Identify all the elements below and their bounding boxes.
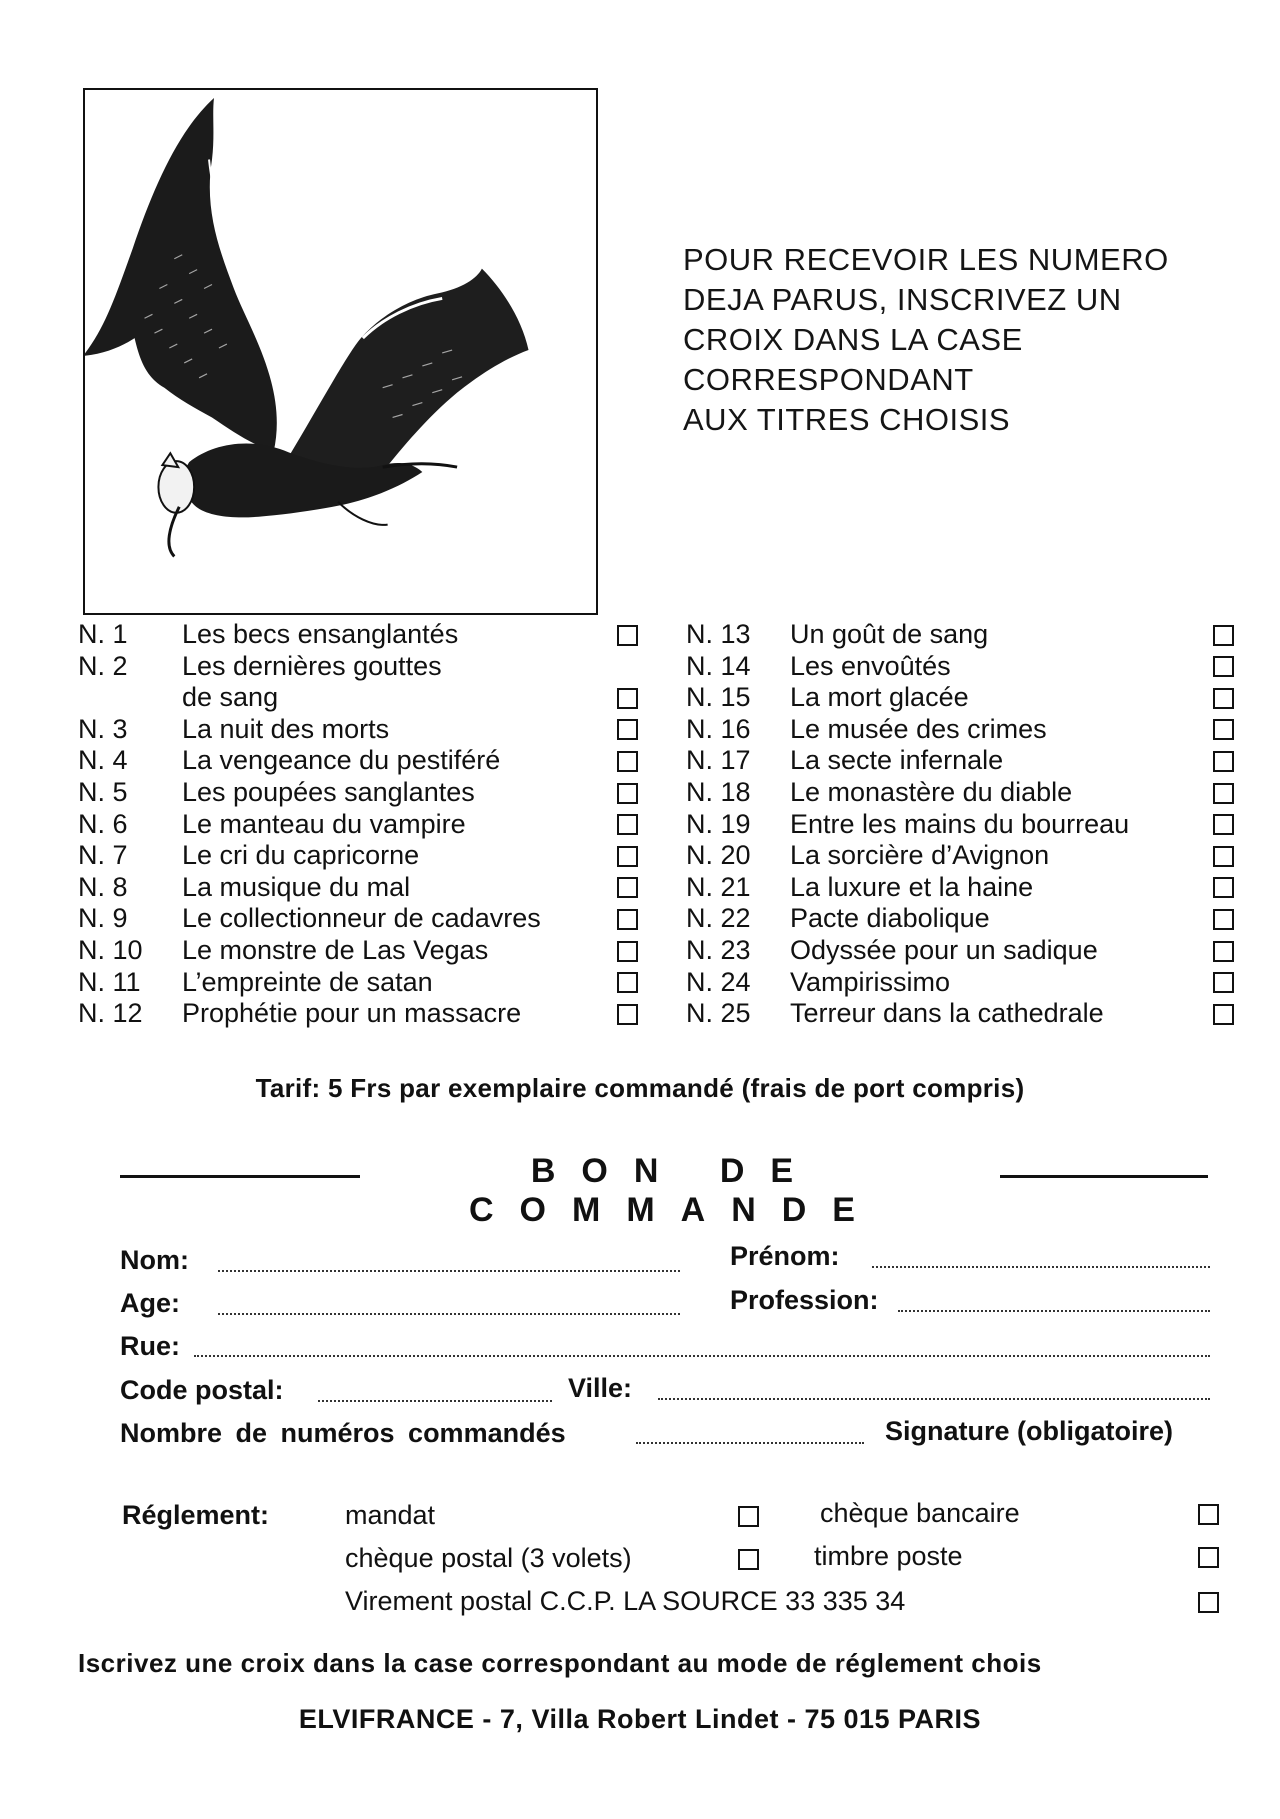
issue-title: Les poupées sanglantes [182, 776, 475, 807]
prenom-label: Prénom: [730, 1241, 840, 1271]
list-item [78, 714, 638, 746]
profession-label: Profession: [730, 1285, 879, 1315]
prenom-field[interactable] [872, 1266, 1210, 1268]
virement-checkbox[interactable] [1198, 1592, 1219, 1613]
list-item [686, 714, 1234, 746]
issue-title: Terreur dans la cathedrale [790, 998, 1104, 1029]
issue-title: Prophétie pour un massacre [182, 998, 522, 1029]
issue-checkbox[interactable] [617, 909, 638, 930]
heading-rule-left [120, 1175, 360, 1178]
issue-number: N. 20 [686, 840, 751, 871]
issue-title: La vengeance du pestiféré [182, 745, 501, 776]
list-item [686, 745, 1234, 777]
issue-checkbox[interactable] [617, 972, 638, 993]
issue-title: Pacte diabolique [790, 903, 990, 934]
issue-title: Odyssée pour un sadique [790, 934, 1098, 965]
issue-title: La mort glacée [790, 682, 969, 713]
nombre-label: Nombre de numéros commandés [120, 1418, 566, 1448]
issue-number: N. 19 [686, 808, 751, 839]
issue-number: N. 2 [78, 650, 128, 681]
issue-number: N. 18 [686, 776, 751, 807]
list-item [78, 935, 638, 967]
issue-checkbox[interactable] [617, 814, 638, 835]
cheque-postal-label: chèque postal (3 volets) [345, 1543, 632, 1573]
list-item [78, 619, 638, 651]
issue-number: N. 6 [78, 808, 128, 839]
issue-checkbox[interactable] [1213, 656, 1234, 677]
cheque-bancaire-checkbox[interactable] [1198, 1504, 1219, 1525]
issue-checkbox[interactable] [1213, 625, 1234, 646]
intro-text: POUR RECEVOIR LES NUMERO DEJA PARUS, INSCRIVEZ UN CROIX DANS LA CASE CORRESPONDANT AUX TITRES CHOISIS [683, 242, 1169, 437]
issue-number: N. 7 [78, 840, 128, 871]
payment-label: Réglement: [122, 1500, 270, 1530]
issue-number: N. 24 [686, 966, 751, 997]
list-item [78, 651, 638, 714]
issue-number: N. 11 [78, 966, 141, 997]
cheque-bancaire-label: chèque bancaire [820, 1498, 1020, 1528]
issue-checkbox[interactable] [1213, 783, 1234, 804]
issue-checkbox[interactable] [617, 1004, 638, 1025]
list-item [686, 967, 1234, 999]
issue-number: N. 10 [78, 934, 143, 965]
issue-title: Les becs ensanglantés [182, 619, 459, 649]
issue-number: N. 23 [686, 934, 751, 965]
issue-checkbox[interactable] [617, 751, 638, 772]
mandat-checkbox[interactable] [738, 1506, 759, 1527]
issue-number: N. 22 [686, 903, 751, 934]
list-item [686, 809, 1234, 841]
issue-title: Le cri du capricorne [182, 840, 420, 871]
list-item [686, 903, 1234, 935]
issue-title: La musique du mal [182, 871, 411, 902]
list-item [686, 682, 1234, 714]
issue-number: N. 4 [78, 745, 128, 776]
issue-title: Les dernières gouttes de sang [182, 650, 442, 713]
tarif-text: Tarif: 5 Frs par exemplaire commandé (frais de port compris) [255, 1073, 1025, 1103]
issue-checkbox[interactable] [1213, 688, 1234, 709]
list-item [78, 903, 638, 935]
issue-checkbox[interactable] [617, 846, 638, 867]
publisher-address: ELVIFRANCE - 7, Villa Robert Lindet - 75 015 PARIS [298, 1704, 982, 1734]
issue-checkbox[interactable] [1213, 972, 1234, 993]
rue-label: Rue: [120, 1331, 180, 1361]
code-postal-field[interactable] [318, 1400, 552, 1402]
issue-checkbox[interactable] [617, 941, 638, 962]
age-label: Age: [120, 1288, 180, 1318]
issue-number: N. 1 [78, 619, 128, 649]
signature-label: Signature (obligatoire) [885, 1416, 1174, 1446]
list-item [686, 840, 1234, 872]
issue-checkbox[interactable] [617, 719, 638, 740]
list-item [686, 619, 1234, 651]
issue-checkbox[interactable] [1213, 909, 1234, 930]
issue-title: La secte infernale [790, 745, 1004, 776]
issue-checkbox[interactable] [617, 625, 638, 646]
issue-title: Le manteau du vampire [182, 808, 466, 839]
issue-number: N. 15 [686, 682, 751, 713]
issue-number: N. 8 [78, 871, 128, 902]
age-field[interactable] [218, 1313, 680, 1315]
order-form-title: BON DE COMMANDE [469, 1152, 881, 1229]
list-item [686, 872, 1234, 904]
issue-number: N. 3 [78, 713, 128, 744]
issue-number: N. 14 [686, 650, 751, 681]
profession-field[interactable] [898, 1310, 1210, 1312]
list-item [686, 651, 1234, 683]
bat-drawing [85, 90, 596, 613]
ville-field[interactable] [658, 1398, 1210, 1400]
issue-number: N. 16 [686, 713, 751, 744]
rue-field[interactable] [194, 1355, 1210, 1357]
issue-title: Le monstre de Las Vegas [182, 934, 489, 965]
issue-number: N. 5 [78, 776, 128, 807]
issue-checkbox[interactable] [1213, 941, 1234, 962]
issue-list-right [686, 619, 1234, 1030]
issue-number: N. 25 [686, 998, 751, 1029]
issue-number: N. 9 [78, 903, 128, 934]
list-item [78, 872, 638, 904]
cheque-postal-checkbox[interactable] [738, 1549, 759, 1570]
timbre-poste-label: timbre poste [814, 1541, 963, 1571]
nom-field[interactable] [218, 1270, 680, 1272]
list-item [686, 777, 1234, 809]
code-postal-label: Code postal: [120, 1375, 284, 1405]
virement-label: Virement postal C.C.P. LA SOURCE 33 335 34 [345, 1586, 906, 1616]
list-item [78, 777, 638, 809]
issue-number: N. 21 [686, 871, 751, 902]
issue-title: La luxure et la haine [790, 871, 1034, 902]
bat-illustration [83, 88, 598, 615]
list-item [78, 745, 638, 777]
issue-checkbox[interactable] [617, 877, 638, 898]
list-item [686, 998, 1234, 1030]
issue-title: Un goût de sang [790, 619, 989, 649]
issue-checkbox[interactable] [1213, 877, 1234, 898]
issue-title: La nuit des morts [182, 713, 390, 744]
issue-checkbox[interactable] [1213, 846, 1234, 867]
list-item [78, 840, 638, 872]
issue-checkbox[interactable] [1213, 751, 1234, 772]
instruction-text: Iscrivez une croix dans la case correspondant au mode de réglement chois [78, 1648, 1042, 1678]
issue-number: N. 12 [78, 998, 143, 1029]
issue-checkbox[interactable] [617, 688, 638, 709]
issue-checkbox[interactable] [1213, 814, 1234, 835]
issue-title: Le monastère du diable [790, 776, 1073, 807]
mandat-label: mandat [345, 1500, 436, 1530]
list-item [78, 967, 638, 999]
issue-checkbox[interactable] [1213, 1004, 1234, 1025]
issue-list-left [78, 619, 638, 1030]
issue-title: La sorcière d’Avignon [790, 840, 1050, 871]
ville-label: Ville: [568, 1373, 633, 1403]
issue-number: N. 17 [686, 745, 751, 776]
nom-label: Nom: [120, 1245, 189, 1275]
list-item [686, 935, 1234, 967]
issue-checkbox[interactable] [617, 783, 638, 804]
heading-rule-right [1000, 1175, 1208, 1178]
issue-title: Vampirissimo [790, 966, 951, 997]
issue-checkbox[interactable] [1213, 719, 1234, 740]
timbre-poste-checkbox[interactable] [1198, 1547, 1219, 1568]
list-item [78, 809, 638, 841]
issue-title: Les envoûtés [790, 650, 951, 681]
issue-title: Le musée des crimes [790, 713, 1047, 744]
issue-title: L’empreinte de satan [182, 966, 433, 997]
list-item [78, 998, 638, 1030]
issue-number: N. 13 [686, 619, 751, 649]
nombre-field[interactable] [636, 1442, 864, 1444]
issue-title: Entre les mains du bourreau [790, 808, 1130, 839]
issue-title: Le collectionneur de cadavres [182, 903, 541, 934]
